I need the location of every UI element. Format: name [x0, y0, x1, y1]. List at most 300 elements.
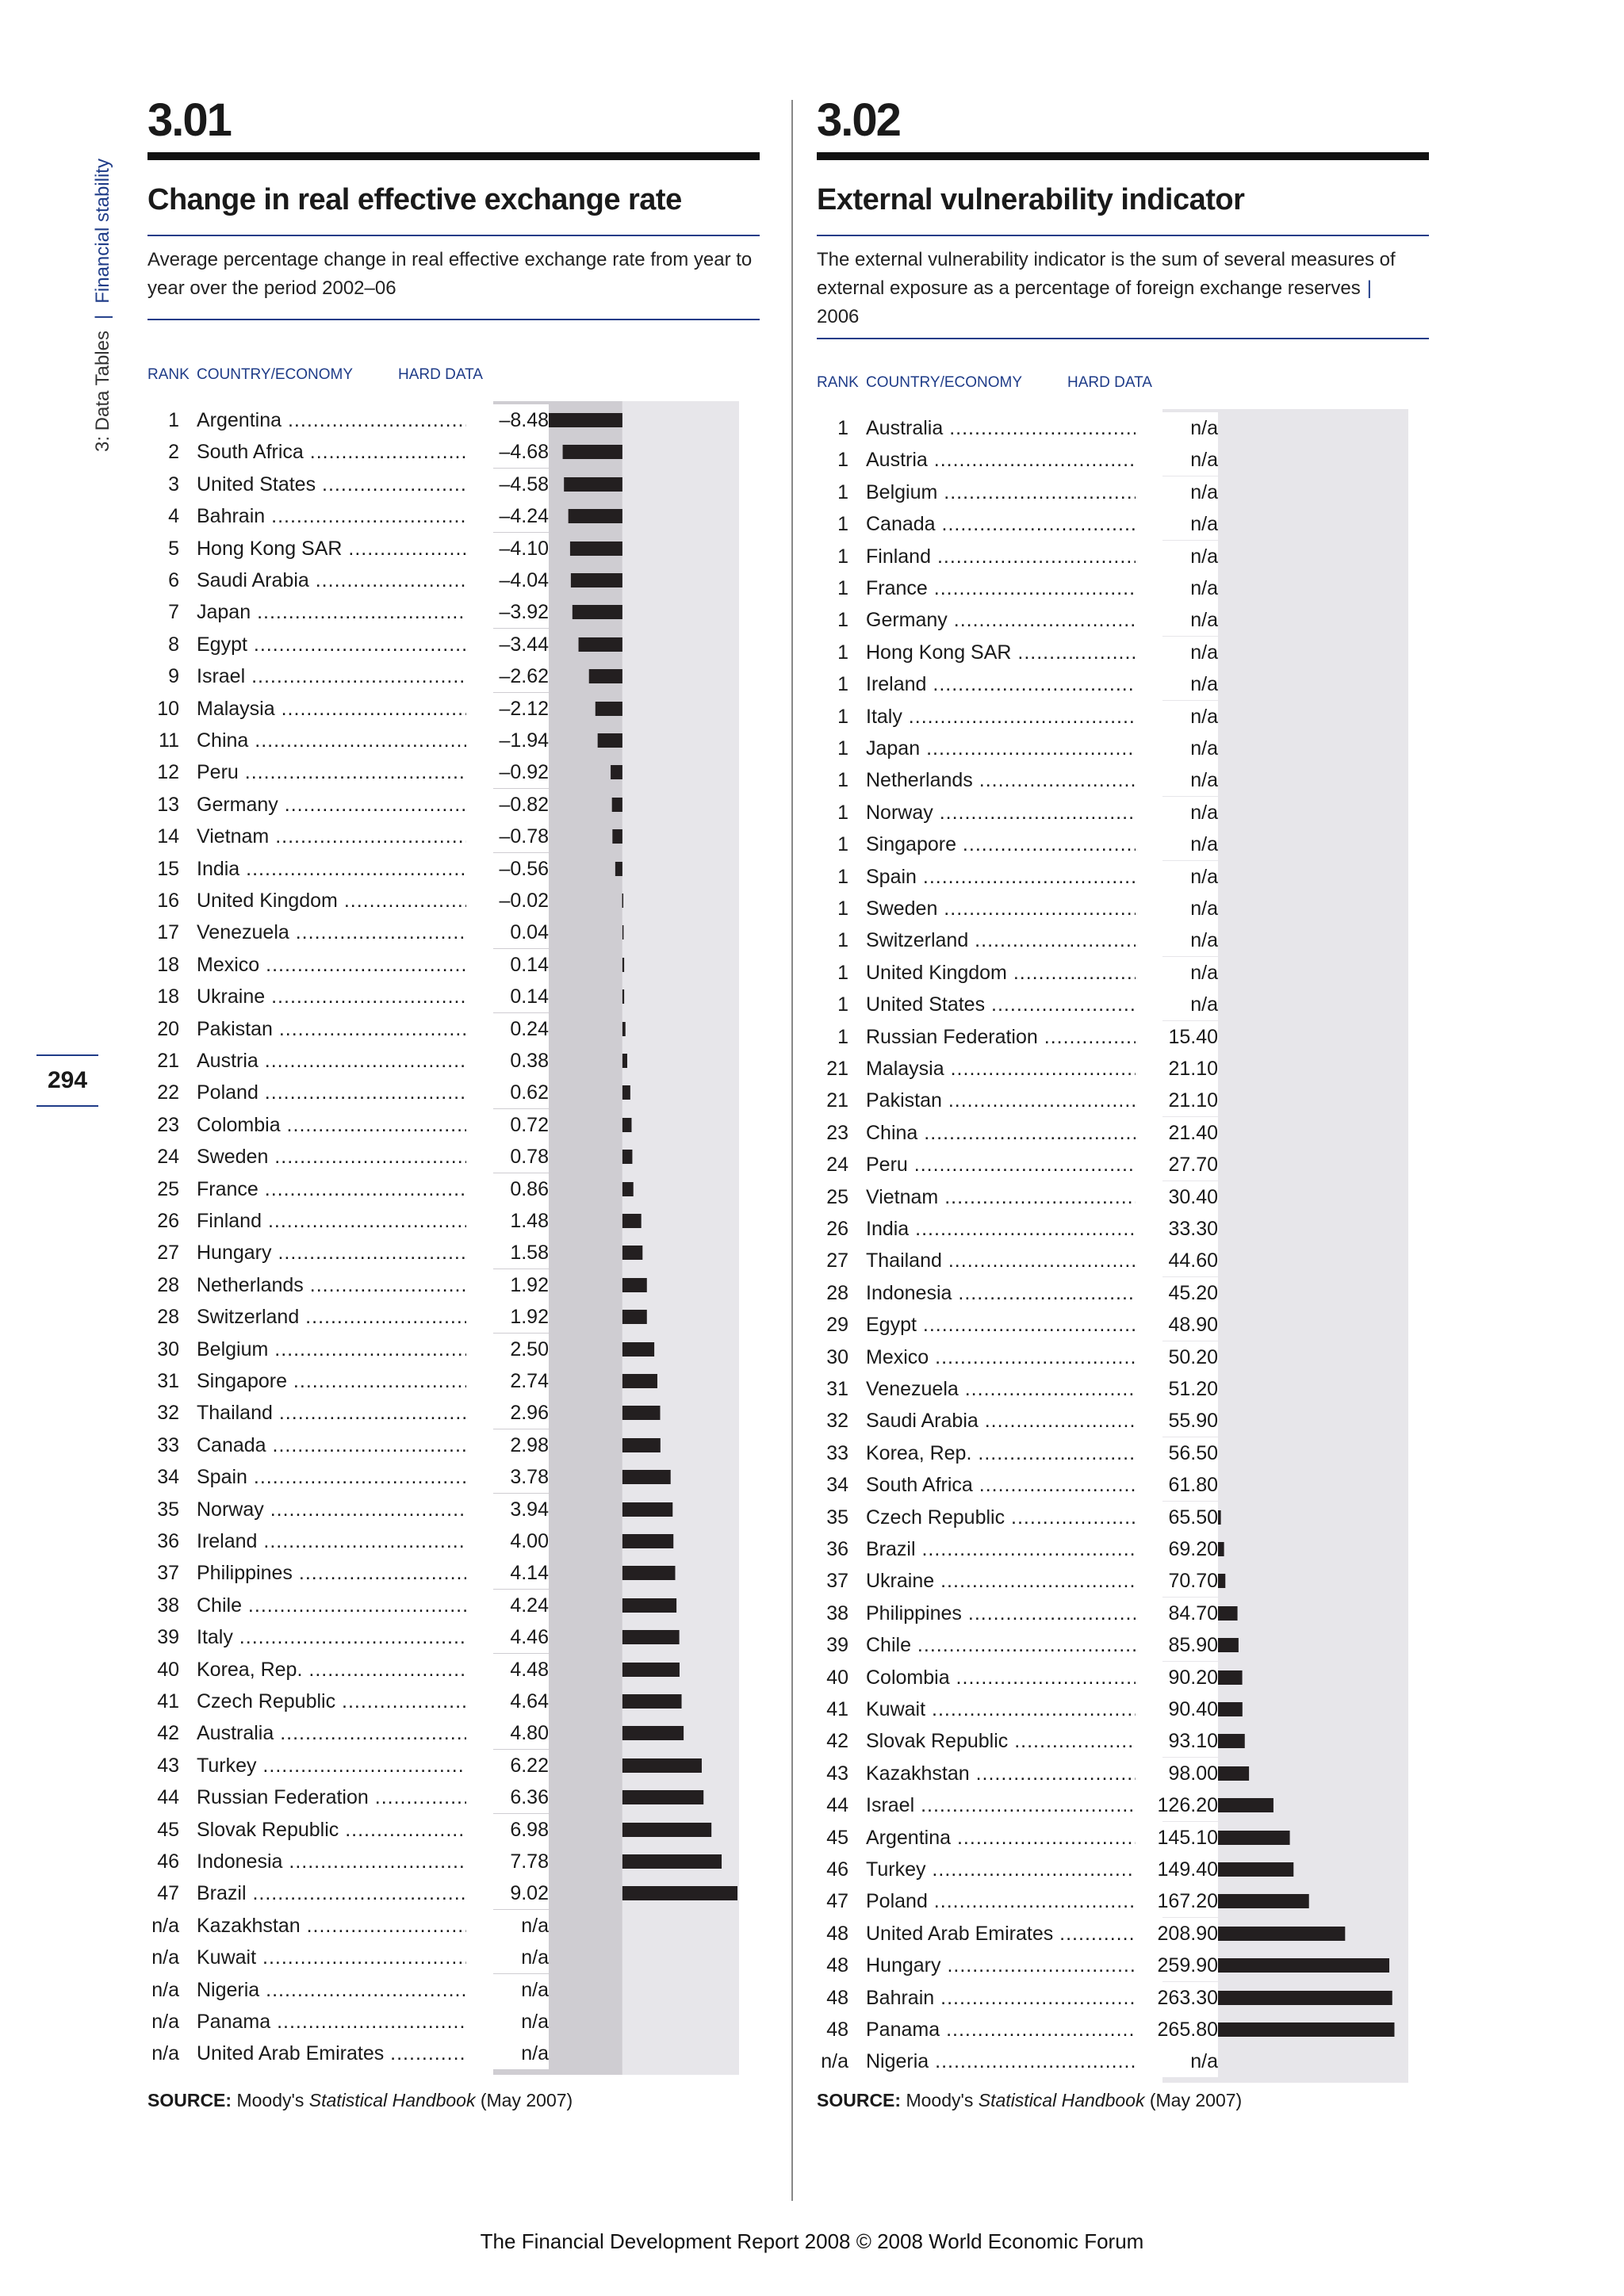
country-cell: Italy .....	[197, 1621, 485, 1653]
section-separator: |	[92, 314, 113, 320]
country-cell: Kazakhstan .....	[866, 1758, 1154, 1789]
source-note	[147, 2090, 573, 2111]
value-cell: 44.60	[1136, 1245, 1218, 1276]
bar	[622, 1214, 642, 1228]
value-cell: 0.14	[466, 981, 549, 1012]
country-cell: Brazil .....	[866, 1533, 1154, 1565]
rank-cell: 33	[826, 1442, 848, 1464]
country-cell: Ireland .....	[866, 668, 1154, 700]
country-cell: Netherlands .....	[866, 764, 1154, 796]
value-cell: n/a	[466, 1910, 549, 1942]
rank-cell: 43	[826, 1762, 848, 1785]
country-cell: Singapore .....	[197, 1365, 485, 1397]
value-cell: 33.30	[1136, 1213, 1218, 1245]
country-cell: Thailand .....	[197, 1397, 485, 1429]
rank-cell: 28	[157, 1306, 179, 1328]
data-table	[147, 401, 760, 2075]
rank-cell: 39	[826, 1634, 848, 1656]
bar	[622, 1534, 673, 1548]
column-headers	[147, 366, 760, 398]
value-cell: 0.78	[466, 1141, 549, 1173]
country-cell: United Kingdom .....	[866, 957, 1154, 989]
source-note	[817, 2090, 1242, 2111]
rank-cell: 29	[826, 1314, 848, 1336]
rank-cell: 48	[826, 1923, 848, 1945]
rank-cell: 48	[826, 1987, 848, 2009]
bar	[622, 1150, 633, 1164]
country-cell: Japan .....	[197, 596, 485, 628]
country-cell: Italy .....	[866, 701, 1154, 733]
rank-cell: 21	[826, 1089, 848, 1112]
country-cell: Slovak Republic .....	[197, 1814, 485, 1846]
value-cell: 3.78	[466, 1461, 549, 1493]
value-cell: 0.86	[466, 1173, 549, 1205]
thick-rule	[817, 152, 1429, 160]
rank-cell: 6	[168, 569, 179, 591]
country-cell: Australia .....	[866, 412, 1154, 444]
value-cell: –1.94	[466, 725, 549, 756]
country-cell: Canada .....	[197, 1429, 485, 1461]
country-cell: United States .....	[197, 469, 485, 500]
bar	[622, 925, 624, 939]
value-cell: 259.90	[1136, 1950, 1218, 1981]
rank-cell: n/a	[151, 1979, 179, 2001]
chart-title: Change in real effective exchange rate	[147, 183, 682, 216]
value-cell: n/a	[1136, 2045, 1218, 2077]
value-cell: –3.44	[466, 629, 549, 660]
bar	[622, 1085, 630, 1100]
rank-cell: 42	[157, 1722, 179, 1744]
table-number: 3.02	[817, 94, 900, 146]
country-cell: United States .....	[866, 989, 1154, 1020]
rank-cell: 35	[826, 1506, 848, 1529]
value-cell: 69.20	[1136, 1533, 1218, 1565]
sidebar-label	[79, 95, 127, 452]
rank-cell: 21	[826, 1058, 848, 1080]
value-cell: n/a	[1136, 861, 1218, 893]
bar	[622, 1694, 682, 1709]
bar	[622, 1470, 671, 1484]
bar	[612, 798, 622, 812]
value-cell: –3.92	[466, 596, 549, 628]
bar	[589, 669, 622, 683]
bar	[622, 1758, 702, 1773]
rank-cell: 1	[837, 449, 848, 471]
value-cell: –0.02	[466, 885, 549, 916]
rank-header: RANK	[817, 374, 859, 391]
bar	[622, 1886, 737, 1900]
value-cell: n/a	[1136, 701, 1218, 733]
rank-cell: 9	[168, 665, 179, 687]
section-label: 3: Data Tables	[92, 331, 113, 452]
country-cell: Russian Federation .....	[197, 1781, 485, 1813]
bar	[622, 1598, 676, 1613]
value-cell: –4.24	[466, 500, 549, 532]
rank-cell: 33	[157, 1434, 179, 1456]
country-cell: Czech Republic .....	[197, 1686, 485, 1717]
rank-header: RANK	[147, 366, 190, 383]
bar	[622, 1342, 654, 1357]
value-cell: 0.38	[466, 1045, 549, 1077]
bar	[570, 541, 622, 556]
rank-cell: 1	[837, 481, 848, 503]
rank-cell: 37	[157, 1562, 179, 1584]
rank-cell: 15	[157, 858, 179, 880]
rank-cell: 14	[157, 825, 179, 848]
value-cell: n/a	[1136, 637, 1218, 668]
rank-cell: 1	[837, 545, 848, 568]
bar	[596, 702, 622, 716]
country-cell: Nigeria .....	[866, 2045, 1154, 2077]
country-cell: China .....	[866, 1117, 1154, 1149]
country-cell: Sweden .....	[866, 893, 1154, 924]
country-cell: Egypt .....	[866, 1309, 1154, 1341]
bar	[622, 1566, 676, 1580]
country-cell: Hungary .....	[197, 1237, 485, 1269]
country-cell: Kuwait .....	[866, 1693, 1154, 1725]
rank-cell: 41	[157, 1690, 179, 1712]
value-cell: 7.78	[466, 1846, 549, 1877]
panel-3-02	[817, 95, 1429, 2083]
rank-cell: n/a	[151, 1946, 179, 1969]
country-cell: Indonesia .....	[866, 1277, 1154, 1309]
country-cell: Ukraine .....	[197, 981, 485, 1012]
rank-cell: 1	[837, 577, 848, 599]
bar	[622, 1854, 722, 1869]
source-text: Moody's	[906, 2090, 979, 2110]
value-cell: n/a	[466, 1974, 549, 2006]
rank-cell: 36	[157, 1530, 179, 1552]
country-cell: Singapore .....	[866, 828, 1154, 860]
value-cell: 50.20	[1136, 1341, 1218, 1373]
bar	[622, 1438, 661, 1452]
value-cell: 45.20	[1136, 1277, 1218, 1309]
value-cell: 93.10	[1136, 1725, 1218, 1757]
rank-cell: 1	[837, 897, 848, 920]
bar	[622, 1310, 647, 1324]
rank-cell: 37	[826, 1570, 848, 1592]
value-cell: 265.80	[1136, 2014, 1218, 2045]
country-cell: Japan .....	[866, 733, 1154, 764]
country-cell: Thailand .....	[866, 1245, 1154, 1276]
country-cell: Germany .....	[197, 789, 485, 821]
country-header: COUNTRY/ECONOMY	[866, 374, 1023, 391]
source-title: Statistical Handbook	[308, 2090, 476, 2110]
subtitle-separator: |	[1366, 277, 1372, 299]
source-title: Statistical Handbook	[978, 2090, 1145, 2110]
country-cell: Slovak Republic .....	[866, 1725, 1154, 1757]
rank-cell: 46	[826, 1858, 848, 1881]
rank-cell: 1	[837, 993, 848, 1016]
country-cell: Norway .....	[866, 797, 1154, 828]
rank-cell: 38	[157, 1594, 179, 1617]
rank-cell: 28	[157, 1274, 179, 1296]
bar	[622, 1663, 680, 1677]
value-cell: 65.50	[1136, 1502, 1218, 1533]
rank-cell: n/a	[151, 2011, 179, 2033]
bar	[622, 1118, 632, 1132]
subtitle-text: The external vulnerability indicator is the sum of several measures of external exposure as a percentage of foreign exchange reserves	[817, 249, 1396, 299]
country-cell: Netherlands .....	[197, 1269, 485, 1301]
value-cell: 1.92	[466, 1301, 549, 1333]
country-header: COUNTRY/ECONOMY	[197, 366, 354, 383]
bar	[622, 894, 624, 908]
rank-cell: 5	[168, 538, 179, 560]
rank-cell: 7	[168, 601, 179, 623]
rank-cell: 38	[826, 1602, 848, 1624]
country-cell: Saudi Arabia .....	[197, 564, 485, 596]
country-cell: United Arab Emirates .....	[197, 2038, 485, 2069]
bar	[622, 1502, 672, 1517]
value-cell: n/a	[1136, 412, 1218, 444]
country-cell: Mexico .....	[866, 1341, 1154, 1373]
value-cell: 2.74	[466, 1365, 549, 1397]
value-cell: n/a	[1136, 957, 1218, 989]
rank-cell: 1	[837, 513, 848, 535]
bar	[622, 1374, 657, 1388]
value-cell: 0.14	[466, 949, 549, 981]
source-text: Moody's	[236, 2090, 309, 2110]
country-cell: Pakistan .....	[197, 1013, 485, 1045]
value-cell: 263.30	[1136, 1982, 1218, 2014]
rank-cell: 31	[157, 1370, 179, 1392]
value-cell: 6.98	[466, 1814, 549, 1846]
rank-cell: 1	[837, 833, 848, 855]
rank-cell: 23	[826, 1122, 848, 1144]
country-cell: Chile .....	[866, 1629, 1154, 1661]
value-cell: –4.04	[466, 564, 549, 596]
value-cell: 21.40	[1136, 1117, 1218, 1149]
value-cell: 48.90	[1136, 1309, 1218, 1341]
country-cell: Turkey .....	[197, 1750, 485, 1781]
value-cell: n/a	[466, 1942, 549, 1973]
value-cell: 21.10	[1136, 1085, 1218, 1116]
country-cell: Finland .....	[866, 541, 1154, 572]
rank-cell: 4	[168, 505, 179, 527]
country-cell: Kazakhstan .....	[197, 1910, 485, 1942]
country-cell: Spain .....	[866, 861, 1154, 893]
country-cell: South Africa .....	[197, 436, 485, 468]
value-cell: n/a	[1136, 924, 1218, 956]
bar	[622, 1278, 647, 1292]
value-cell: 70.70	[1136, 1565, 1218, 1597]
value-cell: 2.98	[466, 1429, 549, 1461]
country-cell: Malaysia .....	[866, 1053, 1154, 1085]
rank-cell: 1	[837, 962, 848, 984]
country-cell: Peru .....	[197, 756, 485, 788]
value-cell: 98.00	[1136, 1758, 1218, 1789]
rank-cell: 8	[168, 633, 179, 656]
country-cell: Czech Republic .....	[866, 1502, 1154, 1533]
bar	[622, 1790, 703, 1804]
country-cell: United Arab Emirates .....	[866, 1918, 1154, 1950]
value-cell: 15.40	[1136, 1021, 1218, 1053]
country-cell: Spain .....	[197, 1461, 485, 1493]
value-cell: 2.96	[466, 1397, 549, 1429]
country-cell: Philippines .....	[866, 1598, 1154, 1629]
country-cell: Mexico .....	[197, 949, 485, 981]
rank-cell: 25	[157, 1178, 179, 1200]
value-cell: 21.10	[1136, 1053, 1218, 1085]
bar	[622, 1246, 642, 1260]
rank-cell: 3	[168, 473, 179, 496]
subtitle-text: Average percentage change in real effective exchange rate from year to year over the period 2002–06	[147, 249, 753, 299]
rank-cell: 48	[826, 1954, 848, 1976]
rank-cell: 24	[157, 1146, 179, 1168]
rank-cell: 1	[837, 737, 848, 760]
country-cell: Austria .....	[866, 444, 1154, 476]
table-number: 3.01	[147, 94, 231, 146]
rank-cell: 24	[826, 1154, 848, 1176]
rank-cell: 47	[157, 1882, 179, 1904]
country-cell: Poland .....	[197, 1077, 485, 1108]
rank-cell: 32	[826, 1410, 848, 1432]
value-cell: 6.36	[466, 1781, 549, 1813]
rank-cell: 40	[826, 1667, 848, 1689]
value-cell: 6.22	[466, 1750, 549, 1781]
rank-cell: n/a	[151, 1915, 179, 1937]
country-cell: France .....	[197, 1173, 485, 1205]
bar	[622, 958, 624, 972]
rank-cell: 25	[826, 1186, 848, 1208]
country-cell: Hungary .....	[866, 1950, 1154, 1981]
panel-3-01	[147, 95, 760, 2075]
rank-cell: 1	[168, 409, 179, 431]
value-cell: n/a	[1136, 797, 1218, 828]
rank-cell: 20	[157, 1018, 179, 1040]
value-cell: 4.64	[466, 1686, 549, 1717]
value-cell: n/a	[1136, 541, 1218, 572]
rank-cell: 17	[157, 921, 179, 943]
rank-cell: n/a	[821, 2050, 848, 2072]
country-cell: Panama .....	[197, 2006, 485, 2038]
page-footer: The Financial Development Report 2008 © 2008 World Economic Forum	[480, 2229, 1144, 2253]
value-cell: 55.90	[1136, 1405, 1218, 1437]
value-cell: 61.80	[1136, 1469, 1218, 1501]
value-cell: 0.04	[466, 916, 549, 948]
country-cell: United Kingdom .....	[197, 885, 485, 916]
country-cell: Hong Kong SAR .....	[197, 533, 485, 564]
country-cell: Venezuela .....	[197, 916, 485, 948]
bar	[612, 829, 622, 844]
value-cell: 1.92	[466, 1269, 549, 1301]
value-cell: 4.48	[466, 1654, 549, 1686]
value-cell: –0.78	[466, 821, 549, 852]
hard-data-header: HARD DATA	[398, 366, 483, 383]
value-cell: 4.80	[466, 1717, 549, 1749]
rank-cell: 1	[837, 769, 848, 791]
bar	[611, 765, 622, 779]
country-cell: Colombia .....	[197, 1109, 485, 1141]
country-cell: Bahrain .....	[866, 1982, 1154, 2014]
rank-cell: 42	[826, 1730, 848, 1752]
country-cell: Panama .....	[866, 2014, 1154, 2045]
rank-cell: 18	[157, 985, 179, 1008]
country-cell: Belgium .....	[866, 476, 1154, 508]
country-cell: Peru .....	[866, 1149, 1154, 1181]
value-cell: n/a	[1136, 476, 1218, 508]
rank-cell: 47	[826, 1890, 848, 1912]
source-date: (May 2007)	[1144, 2090, 1243, 2110]
country-cell: Ireland .....	[197, 1525, 485, 1557]
country-cell: Kuwait .....	[197, 1942, 485, 1973]
rank-cell: 21	[157, 1050, 179, 1072]
country-cell: Vietnam .....	[866, 1181, 1154, 1213]
country-cell: Russian Federation .....	[866, 1021, 1154, 1053]
value-cell: 0.62	[466, 1077, 549, 1108]
rank-cell: 12	[157, 761, 179, 783]
value-cell: 51.20	[1136, 1373, 1218, 1405]
rank-cell: 13	[157, 794, 179, 816]
rank-cell: 36	[826, 1538, 848, 1560]
country-cell: Israel .....	[197, 660, 485, 692]
value-cell: 4.46	[466, 1621, 549, 1653]
country-cell: China .....	[197, 725, 485, 756]
country-cell: Korea, Rep. .....	[197, 1654, 485, 1686]
rank-cell: 30	[826, 1346, 848, 1368]
rank-cell: 22	[157, 1081, 179, 1104]
value-cell: –0.56	[466, 853, 549, 885]
rank-cell: 28	[826, 1282, 848, 1304]
value-cell: 27.70	[1136, 1149, 1218, 1181]
country-cell: France .....	[866, 572, 1154, 604]
value-cell: 167.20	[1136, 1885, 1218, 1917]
value-cell: 145.10	[1136, 1822, 1218, 1854]
bar	[615, 862, 622, 876]
bar	[563, 445, 622, 459]
rank-cell: 1	[837, 417, 848, 439]
value-cell: 1.58	[466, 1237, 549, 1269]
value-cell: n/a	[466, 2006, 549, 2038]
thick-rule	[147, 152, 760, 160]
subtitle-rule	[147, 319, 760, 320]
value-cell: 90.40	[1136, 1693, 1218, 1725]
value-cell: n/a	[1136, 604, 1218, 636]
bar	[622, 1630, 680, 1644]
country-cell: Germany .....	[866, 604, 1154, 636]
rank-cell: 34	[157, 1466, 179, 1488]
data-table	[817, 409, 1429, 2083]
source-date: (May 2007)	[475, 2090, 573, 2110]
value-cell: –4.10	[466, 533, 549, 564]
country-cell: Korea, Rep. .....	[866, 1437, 1154, 1469]
country-cell: Indonesia .....	[197, 1846, 485, 1877]
subtitle-rule	[817, 338, 1429, 339]
rank-cell: 16	[157, 890, 179, 912]
rank-cell: 44	[826, 1794, 848, 1816]
value-cell: 4.14	[466, 1557, 549, 1589]
value-cell: –2.62	[466, 660, 549, 692]
value-cell: 84.70	[1136, 1598, 1218, 1629]
value-cell: n/a	[1136, 989, 1218, 1020]
source-label: SOURCE:	[147, 2090, 232, 2110]
value-cell: n/a	[1136, 893, 1218, 924]
chart-title: External vulnerability indicator	[817, 183, 1245, 216]
title-rule	[147, 235, 760, 236]
value-cell: 90.20	[1136, 1662, 1218, 1693]
rank-cell: 39	[157, 1626, 179, 1648]
bar	[579, 637, 622, 652]
bar	[569, 509, 622, 523]
country-cell: South Africa .....	[866, 1469, 1154, 1501]
country-cell: Vietnam .....	[197, 821, 485, 852]
bar	[622, 989, 624, 1004]
rank-cell: 31	[826, 1378, 848, 1400]
value-cell: n/a	[1136, 668, 1218, 700]
country-cell: Finland .....	[197, 1205, 485, 1237]
rank-cell: 34	[826, 1474, 848, 1496]
value-cell: –2.12	[466, 693, 549, 725]
